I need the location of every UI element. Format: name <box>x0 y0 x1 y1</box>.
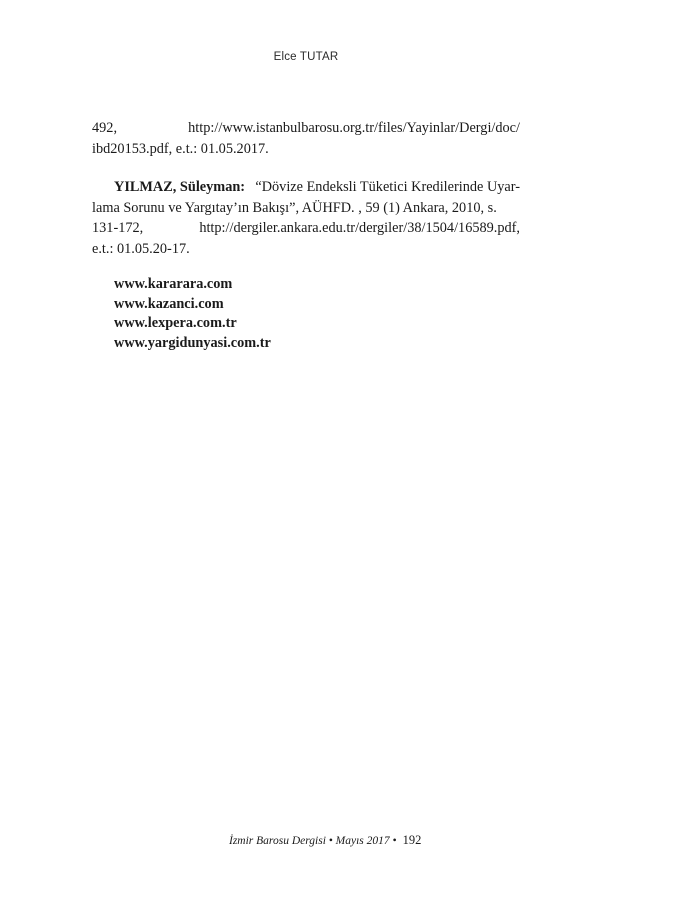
website-link[interactable]: www.yargidunyasi.com.tr <box>114 334 271 351</box>
website-link[interactable]: www.kararara.com <box>114 276 233 292</box>
reference-url[interactable]: http://dergiler.ankara.edu.tr/dergiler/38/1504/16589.pdf, <box>199 220 520 236</box>
page-footer <box>229 833 421 848</box>
reference-title: “Dövize Endeksli Tüketici Kredilerinde Uyar- <box>255 179 520 195</box>
running-header: Elce TUTAR <box>273 51 339 63</box>
reference-number: 492, <box>92 120 118 136</box>
reference-url[interactable]: http://www.istanbulbarosu.org.tr/files/Yayinlar/Dergi/doc/ <box>188 120 520 136</box>
website-list <box>114 275 271 353</box>
reference-line: e.t.: 01.05.20-17. <box>92 240 190 257</box>
page-number: 192 <box>402 833 422 847</box>
footer-journal: İzmir Barosu Dergisi • Mayıs 2017 • <box>229 835 397 847</box>
reference-entry-2 <box>92 177 520 259</box>
reference-pages: 131-172, <box>92 220 144 236</box>
reference-line <box>92 118 520 139</box>
reference-line <box>92 218 520 239</box>
reference-line: lama Sorunu ve Yargıtay’ın Bakışı”, AÜHFD. , 59 (1) Ankara, 2010, s. <box>92 199 497 216</box>
website-link[interactable]: www.kazanci.com <box>114 295 224 312</box>
reference-entry-1 <box>92 118 520 159</box>
reference-line <box>92 177 520 198</box>
website-link[interactable]: www.lexpera.com.tr <box>114 315 237 331</box>
reference-line: ibd20153.pdf, e.t.: 01.05.2017. <box>92 140 269 157</box>
reference-author: YILMAZ, Süleyman: <box>114 179 246 195</box>
